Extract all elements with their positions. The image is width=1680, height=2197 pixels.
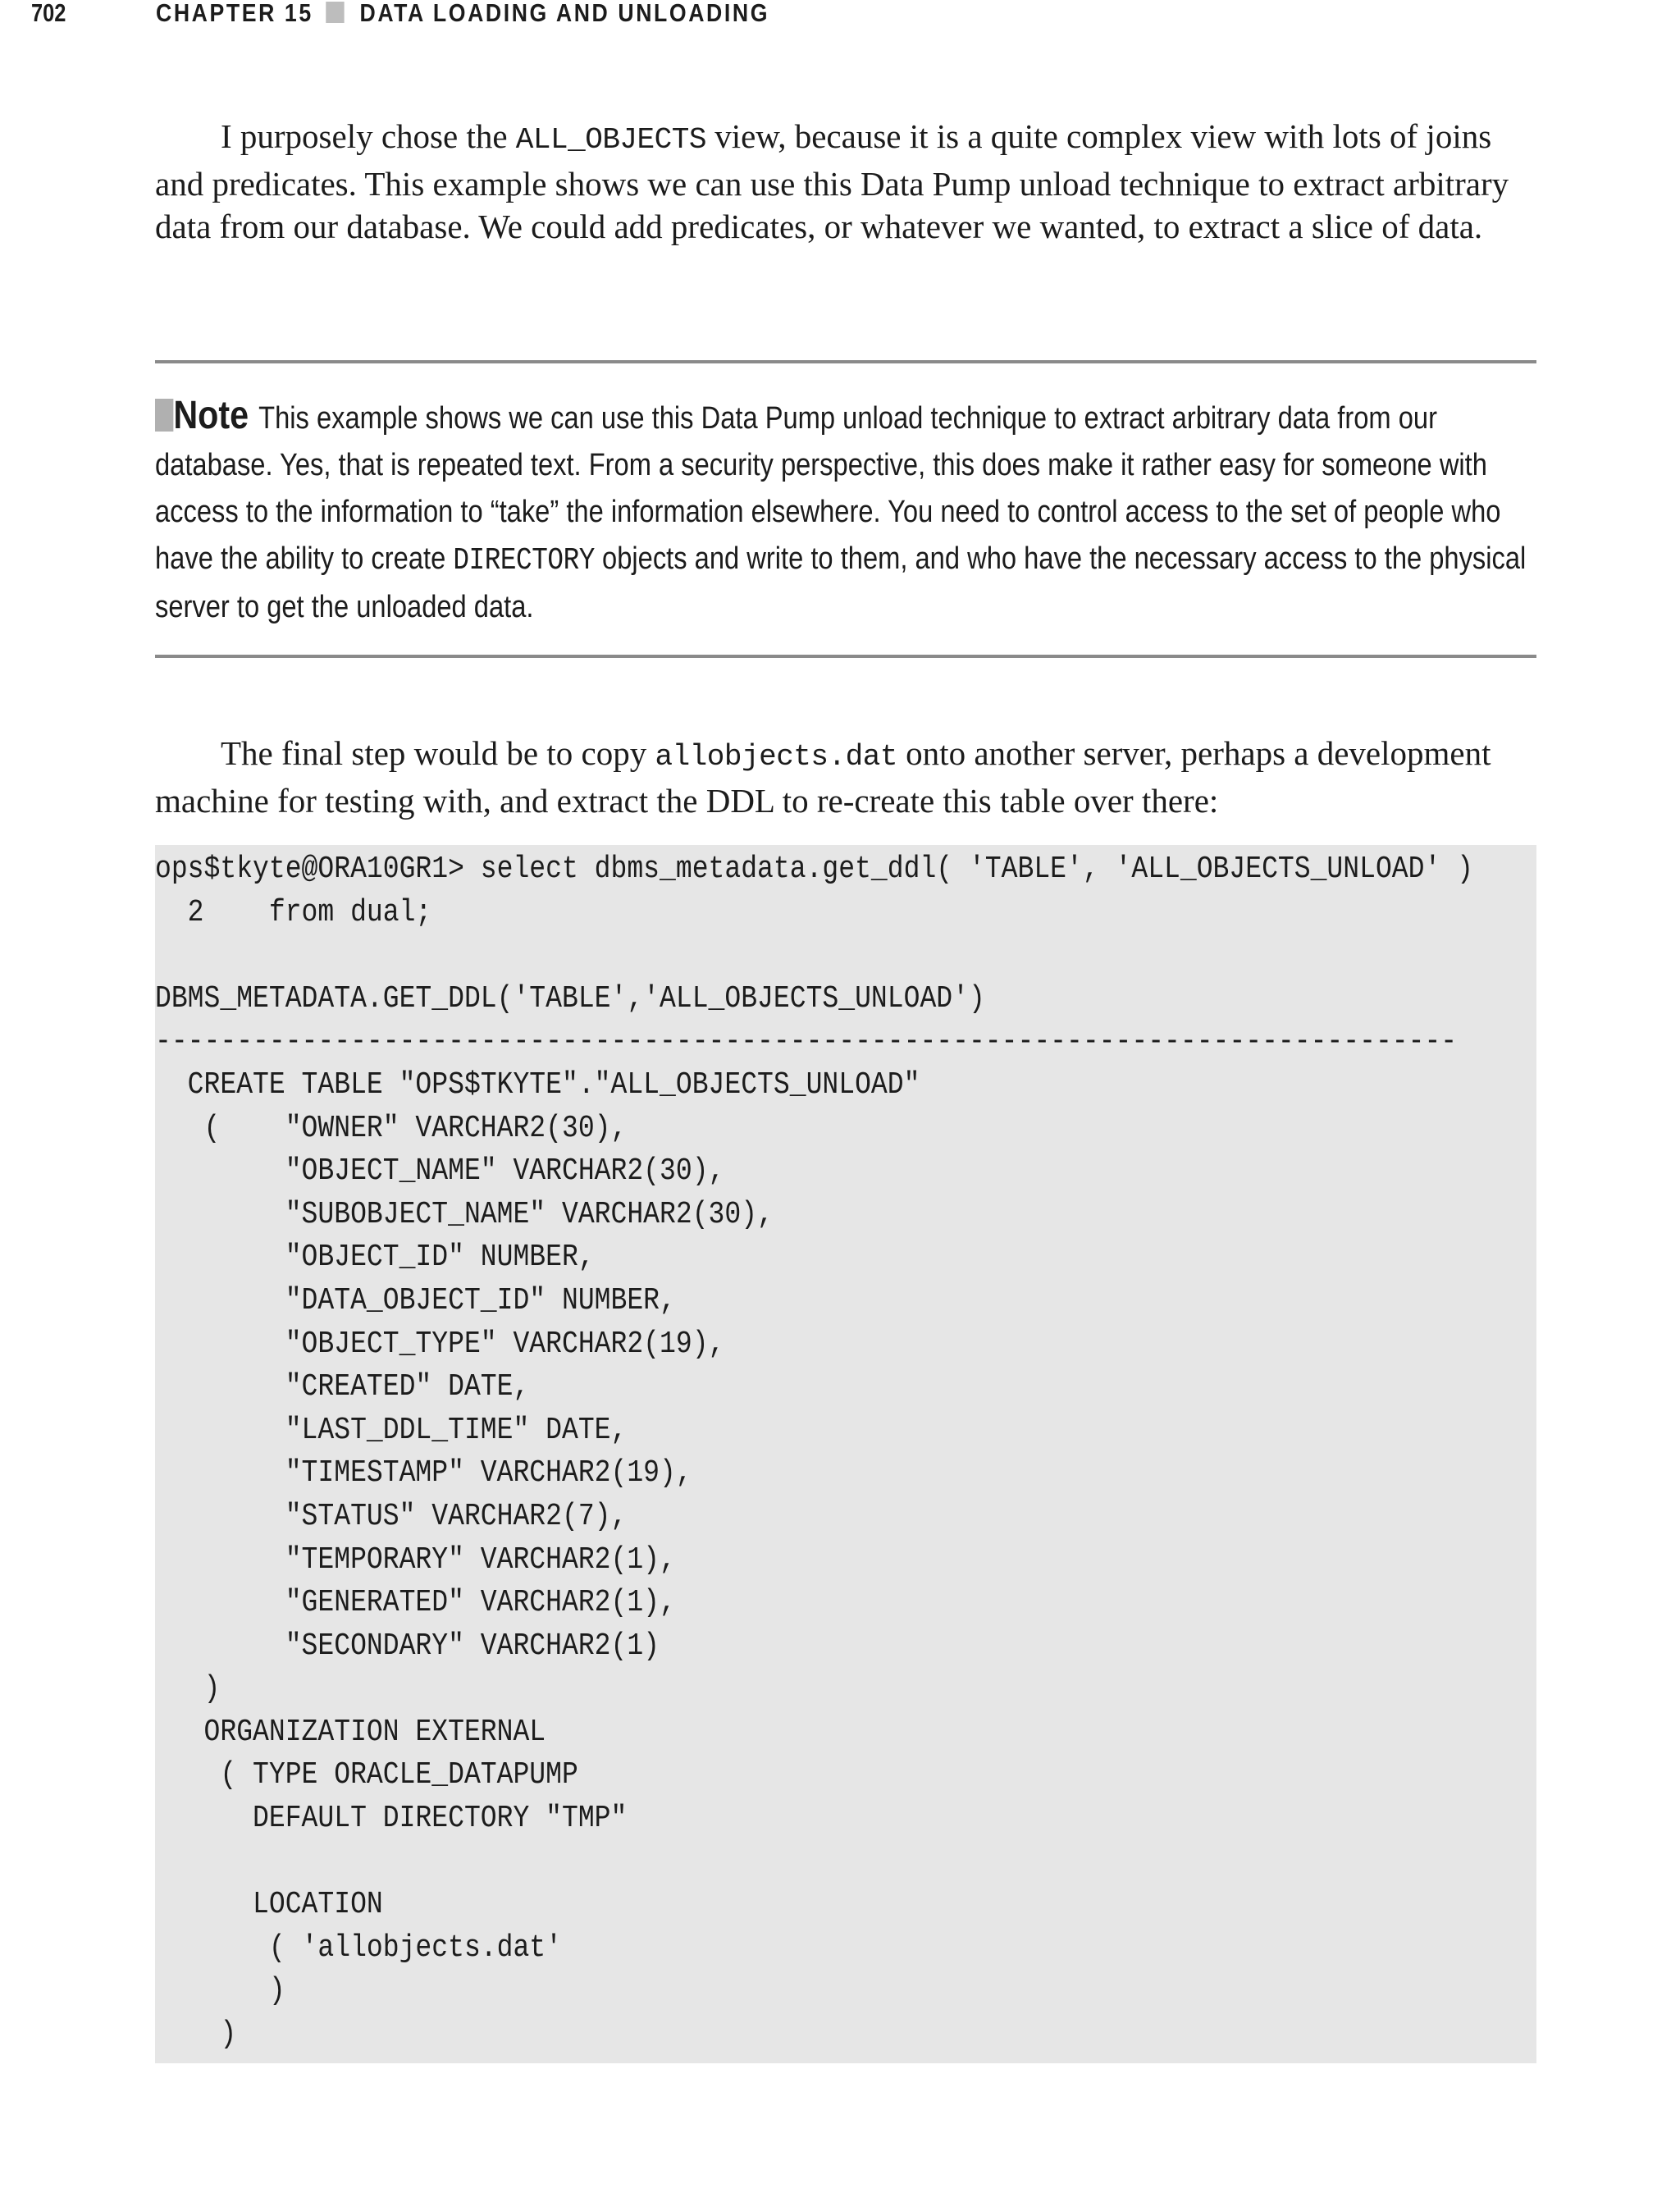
code-line: "GENERATED" VARCHAR2(1), (155, 1585, 676, 1621)
code-line: ( 'allobjects.dat' (155, 1930, 562, 1966)
code-line: "STATUS" VARCHAR2(7), (155, 1498, 628, 1534)
note-box (155, 392, 1550, 631)
code-listing-text (155, 848, 1473, 2057)
inline-code: allobjects.dat (655, 740, 897, 774)
paragraph-text: The final step would be to copy (221, 734, 655, 772)
note-marker-square (155, 399, 173, 432)
inline-code: ALL_OBJECTS (515, 123, 706, 157)
code-line: "SECONDARY" VARCHAR2(1) (155, 1628, 660, 1664)
body-paragraph-2 (155, 732, 1537, 822)
code-line: 2 from dual; (155, 894, 432, 930)
code-line: ORGANIZATION EXTERNAL (155, 1714, 546, 1750)
code-line: ) (155, 1973, 285, 2009)
chapter-number: CHAPTER 15 (156, 0, 313, 27)
note-label: Note (173, 394, 249, 437)
code-line: "TIMESTAMP" VARCHAR2(19), (155, 1455, 692, 1491)
paragraph-text: I purposely chose the (221, 117, 516, 155)
code-line: "OBJECT_TYPE" VARCHAR2(19), (155, 1326, 725, 1362)
body-paragraph-1 (155, 115, 1537, 249)
note-body: objects and write to them, and who have the necessary access to the physical server to get the unloaded data. (155, 541, 1527, 624)
chapter-separator-square (326, 2, 344, 23)
code-line: CREATE TABLE "OPS$TKYTE"."ALL_OBJECTS_UNLOAD" (155, 1067, 920, 1103)
note-text (155, 392, 1538, 631)
code-line: -------------------------------------------------------------------------------- (155, 1024, 1458, 1060)
code-line: LOCATION (155, 1887, 383, 1923)
running-header (0, 0, 1680, 33)
code-line: ) (155, 2017, 237, 2053)
note-body: This example shows we can use this Data Pump unload technique to extract arbitrary data from our database. Yes, that is repeated text. From a security perspective, this does make it rather easy for someone with access to the information to “take” the information elsewhere. You need to control access to the set of people who have the ability to create (155, 401, 1501, 576)
code-line: "OBJECT_NAME" VARCHAR2(30), (155, 1153, 725, 1190)
code-line: "TEMPORARY" VARCHAR2(1), (155, 1542, 676, 1578)
note-top-rule (155, 360, 1536, 363)
code-listing (155, 845, 1536, 2063)
code-line: DBMS_METADATA.GET_DDL('TABLE','ALL_OBJECTS_UNLOAD') (155, 980, 985, 1016)
chapter-heading (156, 0, 769, 26)
inline-code: DIRECTORY (453, 543, 595, 578)
code-line: "DATA_OBJECT_ID" NUMBER, (155, 1282, 676, 1318)
code-line: "SUBOBJECT_NAME" VARCHAR2(30), (155, 1196, 774, 1232)
code-line: ( TYPE ORACLE_DATAPUMP (155, 1757, 578, 1793)
code-line: ops$tkyte@ORA10GR1> select dbms_metadata.get_ddl( 'TABLE', 'ALL_OBJECTS_UNLOAD' ) (155, 852, 1473, 887)
paragraph-text: view, because it is a quite complex view with lots of joins and predicates. This example shows we can use this Data Pump unload technique to extract arbitrary data from our database. We could add predicates, or whatever we wanted, to extract a slice of data. (155, 117, 1509, 245)
code-line: ) (155, 1671, 221, 1707)
code-line: "OBJECT_ID" NUMBER, (155, 1240, 595, 1276)
page-number: 702 (31, 0, 66, 27)
code-line: "LAST_DDL_TIME" DATE, (155, 1412, 628, 1448)
code-line: DEFAULT DIRECTORY "TMP" (155, 1801, 628, 1837)
note-bottom-rule (155, 655, 1536, 658)
chapter-title: DATA LOADING AND UNLOADING (359, 0, 770, 27)
code-line: "CREATED" DATE, (155, 1369, 530, 1405)
code-line: ( "OWNER" VARCHAR2(30), (155, 1110, 628, 1146)
paragraph-text: onto another server, perhaps a development machine for testing with, and extract the DDL to re-create this table over there: (155, 734, 1491, 820)
